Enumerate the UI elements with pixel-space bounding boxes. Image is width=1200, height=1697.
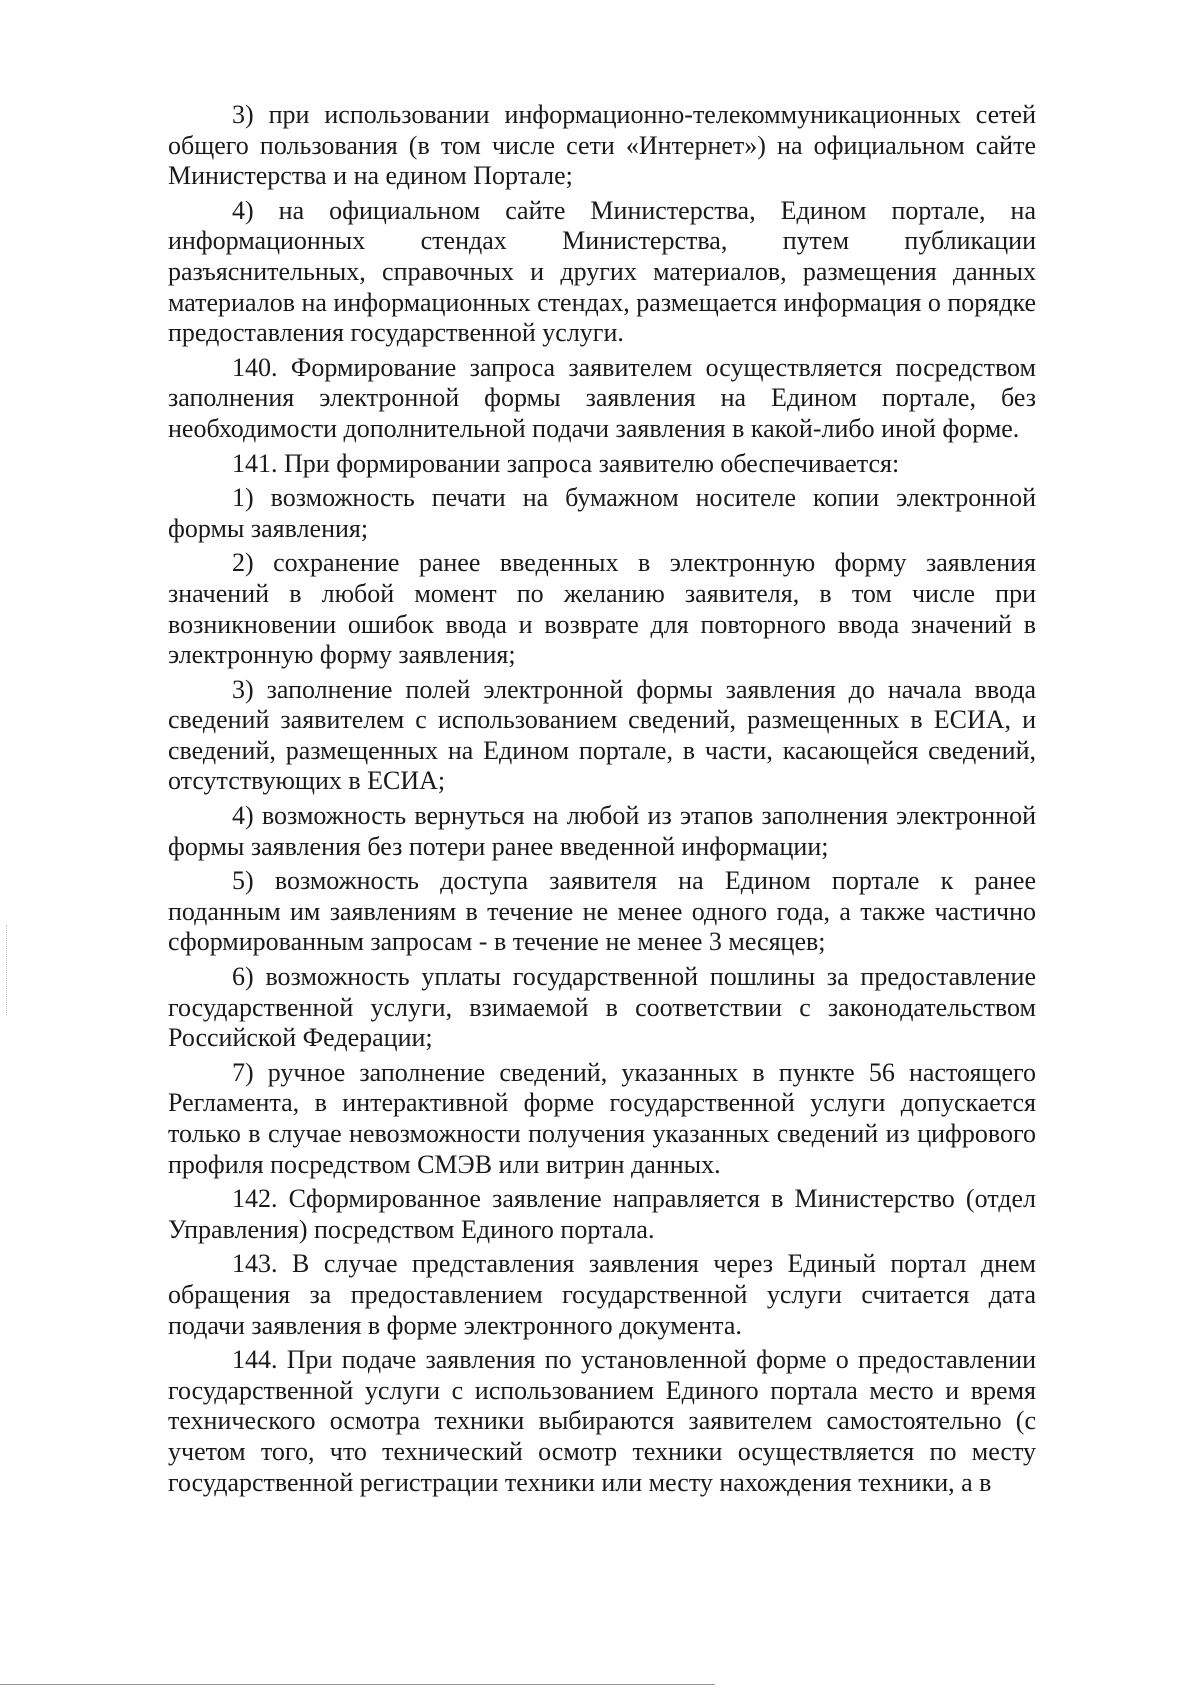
paragraph-140: 140. Формирование запроса заявителем осуществляется посредством заполнения электронной формы заявления на Едином портале, без необходимости дополнительной подачи заявления в какой-либо иной форме.: [168, 352, 1036, 443]
page-bottom-rule: [0, 1684, 715, 1685]
paragraph-144: 144. При подаче заявления по установленной форме о предоставлении государственной услуги с использованием Единого портала место и время технического осмотра техники выбираются заявителем самостоятельно (с учетом того, что технический осмотр техники осуществляется по месту государственной регистрации техники или месту нахождения техники, а в: [168, 1345, 1036, 1497]
paragraph-143: 143. В случае представления заявления через Единый портал днем обращения за предоставлением государственной услуги считается дата подачи заявления в форме электронного документа.: [168, 1249, 1036, 1340]
paragraph-141: 141. При формировании запроса заявителю обеспечивается:: [232, 448, 900, 478]
paragraph-item-3-internet: 3) при использовании информационно-телекоммуникационных сетей общего пользования (в том числе сети «Интернет») на официальном сайте Министерства и на едином Портале;: [168, 100, 1036, 191]
paragraph-141-item-7: 7) ручное заполнение сведений, указанных в пункте 56 настоящего Регламента, в интерактивной форме государственной услуги допускается только в случае невозможности получения указанных сведений из цифрового профиля посредством СМЭВ или витрин данных.: [168, 1057, 1036, 1179]
paragraph-141-item-1: 1) возможность печати на бумажном носителе копии электронной формы заявления;: [168, 483, 1036, 543]
paragraph-141-item-2: 2) сохранение ранее введенных в электронную форму заявления значений в любой момент по желанию заявителя, в том числе при возникновении ошибок ввода и возврате для повторного ввода значений в электронную форму заявления;: [168, 548, 1036, 670]
paragraph-142: 142. Сформированное заявление направляется в Министерство (отдел Управления) посредством Единого портала.: [168, 1184, 1036, 1244]
scan-margin-mark: [6, 925, 7, 1015]
paragraph-141-item-3: 3) заполнение полей электронной формы заявления до начала ввода сведений заявителем с использованием сведений, размещенных в ЕСИА, и сведений, размещенных на Едином портале, в части, касающейся сведений, отсутствующих в ЕСИА;: [168, 674, 1036, 796]
paragraph-141-item-6: 6) возможность уплаты государственной пошлины за предоставление государственной услуги, взимаемой в соответствии с законодательством Российской Федерации;: [168, 962, 1036, 1053]
paragraph-141-item-5: 5) возможность доступа заявителя на Едином портале к ранее поданным им заявлениям в течение не менее одного года, а также частично сформированным запросам - в течение не менее 3 месяцев;: [168, 866, 1036, 957]
paragraph-item-4-stands: 4) на официальном сайте Министерства, Едином портале, на информационных стендах Министерства, путем публикации разъяснительных, справочных и других материалов, размещения данных материалов на информационных стендах, размещается информация о порядке предоставления государственной услуги.: [168, 195, 1037, 348]
document-body: [168, 100, 1036, 1502]
paragraph-141-item-4: 4) возможность вернуться на любой из этапов заполнения электронной формы заявления без потери ранее введенной информации;: [168, 801, 1036, 861]
